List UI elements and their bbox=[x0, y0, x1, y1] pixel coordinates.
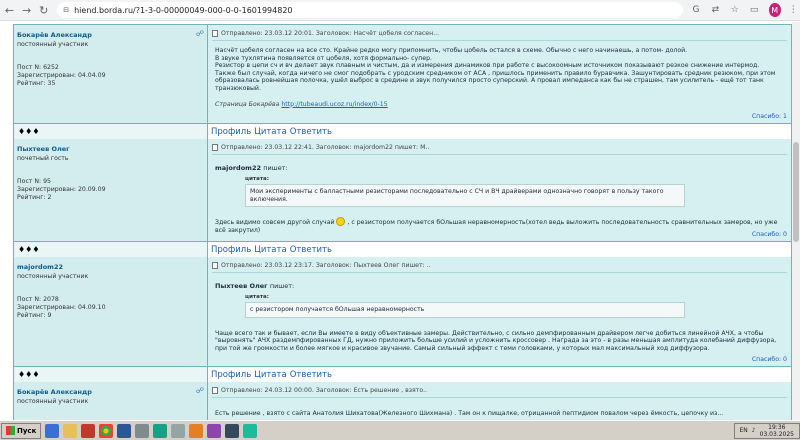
quote-author bbox=[215, 165, 787, 173]
site-info-icon[interactable]: ⊟ bbox=[63, 6, 70, 14]
bookmark-star-icon[interactable]: ☆ bbox=[730, 5, 739, 15]
url-text: hiend.borda.ru/?1-3-0-00000049-000-0-0-1601994820 bbox=[74, 5, 293, 15]
clock-date: 03.03.2025 bbox=[759, 430, 794, 438]
document-icon bbox=[212, 387, 218, 394]
back-icon[interactable]: ← bbox=[4, 3, 15, 17]
rating: Рейтинг: 9 bbox=[17, 312, 52, 319]
app-icon[interactable] bbox=[207, 424, 221, 438]
registered-date: Зарегистрирован: 20.09.09 bbox=[17, 186, 106, 193]
post-author-panel bbox=[14, 25, 208, 123]
scrollbar-thumb[interactable] bbox=[793, 142, 799, 242]
post-marker: ♦♦♦ bbox=[14, 242, 208, 257]
clock[interactable] bbox=[760, 424, 794, 438]
post-actions-row bbox=[13, 124, 792, 139]
post bbox=[13, 257, 792, 367]
post-actions bbox=[208, 124, 791, 139]
post-header-text: Отправлено: 23.03.12 22:41. Заголовок: majordom22 пишет: М.. bbox=[221, 144, 430, 151]
ie-icon[interactable] bbox=[45, 424, 59, 438]
forward-icon[interactable]: → bbox=[22, 3, 32, 17]
translate-icon[interactable]: ⇄ bbox=[711, 5, 720, 15]
quote-says: пишет: bbox=[263, 164, 288, 172]
google-icon[interactable]: G bbox=[692, 5, 700, 15]
document-icon bbox=[212, 262, 218, 269]
registered-date: Зарегистрирован: 04.09.10 bbox=[17, 304, 106, 311]
page-viewport bbox=[0, 22, 800, 420]
post-text: Резистор в цепи сч и вч делает звук плавным и чистым, да и измерения динамиков при работе с высокоомным источником показывают резкое снижение интермод. bbox=[215, 62, 760, 70]
signature-label: Страница Бокарёва bbox=[215, 100, 280, 108]
signature-link[interactable]: http://tubeaudi.ucoz.ru/index/0-15 bbox=[281, 100, 388, 108]
post-body bbox=[212, 41, 787, 108]
registered-date: Зарегистрирован: 04.04.09 bbox=[17, 72, 106, 79]
post-count: Пост N: 6252 bbox=[17, 64, 59, 71]
post-author-panel bbox=[14, 382, 208, 420]
sidebar-icon[interactable]: ▭ bbox=[749, 5, 759, 15]
quote-box: Мои эксперименты с балластными резисторами последовательно с СЧ и ВЧ драйверами однозначно говорят в пользу такого включения. bbox=[245, 184, 685, 207]
quote-label: цитата: bbox=[245, 293, 269, 300]
post-body bbox=[212, 273, 787, 353]
firefox-icon[interactable] bbox=[189, 424, 203, 438]
profile-avatar[interactable]: M bbox=[769, 3, 781, 17]
post-body bbox=[212, 155, 787, 235]
author-rank: постоянный участник bbox=[17, 398, 89, 405]
post-text-part: Здесь видимо совсем другой случай bbox=[215, 219, 335, 227]
author-rank: постоянный участник bbox=[17, 273, 89, 280]
post-content bbox=[208, 382, 791, 420]
rating: Рейтинг: 35 bbox=[17, 80, 56, 87]
link-icon[interactable]: ☍ bbox=[195, 29, 204, 38]
menu-icon[interactable]: ⋮ bbox=[788, 5, 798, 15]
post-text: Есть решение , взято с сайта Анатолия Шихатова(Железного Шихмана) . Там он к пищалке, отрицанной пептидиом повалом через ёмкость, цепочку из... bbox=[215, 410, 724, 417]
clock-time: 19:36 bbox=[768, 423, 786, 431]
windows-logo-icon bbox=[6, 426, 15, 435]
browser-toolbar bbox=[0, 0, 800, 21]
reply-button[interactable]: Ответить bbox=[289, 126, 333, 137]
save-icon[interactable] bbox=[117, 424, 131, 438]
language-indicator[interactable]: EN bbox=[739, 427, 748, 434]
start-button[interactable] bbox=[1, 423, 41, 439]
post-header bbox=[212, 30, 787, 41]
reply-button[interactable]: Ответить bbox=[289, 369, 333, 380]
speaker-icon[interactable]: ♪ bbox=[751, 427, 756, 434]
post-actions-row bbox=[13, 367, 792, 382]
reply-button[interactable]: Ответить bbox=[289, 244, 333, 255]
post-text: Чаще всего так и бывает, если Вы имеете в виду объективные замеры. Действительно, с сильно демпфированным драйвером легче добиться линейной АЧХ, а чтобы "выровнять" АЧХ раздемпфированных ГД, нужно приложить больше усилий и усложнить кроссовер . Награда за это - в разы меньшая амплитуда колебаний диффузора, при той же громкости и более мягкое и красивое звучание. Самый сильный эффект с теми головками, у которых мал максимальный ход диффузора. bbox=[215, 329, 777, 352]
post-text-part: , с резистором получается бОльшая неравномерность(хотел ведь выложить последовательность сравнительных замеров, но уже всё закрутил) bbox=[215, 219, 778, 234]
post-content bbox=[208, 257, 791, 366]
author-name[interactable]: Пыхтеев Олег bbox=[17, 145, 70, 153]
author-name[interactable]: Бокарёв Александр bbox=[17, 388, 92, 396]
start-label: Пуск bbox=[17, 426, 37, 435]
post-actions bbox=[208, 367, 791, 382]
rating: Рейтинг: 2 bbox=[17, 194, 52, 201]
post bbox=[13, 139, 792, 242]
system-tray bbox=[734, 423, 800, 439]
post-text: Насчёт цобеля согласен на все сто. Крайне редко могу припомнить, чтобы цобель остался в схеме. Обычно с него начинаешь, а потом- долой. bbox=[215, 47, 688, 54]
explorer-icon[interactable] bbox=[63, 424, 77, 438]
post bbox=[13, 382, 792, 420]
author-stats bbox=[17, 64, 204, 88]
quote-button[interactable]: Цитата bbox=[254, 126, 287, 137]
link-icon[interactable]: ☍ bbox=[195, 386, 204, 395]
post-text: В звуке тухлятина появляется от цобеля, хотя формально- супер. bbox=[215, 54, 432, 62]
thanks-link[interactable]: Спасибо: 0 bbox=[751, 356, 787, 363]
post-marker: ♦♦♦ bbox=[14, 124, 208, 139]
signature bbox=[215, 101, 787, 109]
smiley-icon bbox=[336, 217, 345, 226]
chrome-icon[interactable] bbox=[99, 424, 113, 438]
post-body bbox=[212, 398, 787, 418]
post bbox=[13, 24, 792, 124]
post-count: Пост N: 95 bbox=[17, 178, 51, 185]
profile-button[interactable]: Профиль bbox=[211, 244, 252, 255]
document-icon bbox=[212, 30, 218, 37]
author-name[interactable]: Бокарёв Александр bbox=[17, 31, 92, 39]
reload-icon[interactable]: ↻ bbox=[39, 3, 49, 17]
profile-button[interactable]: Профиль bbox=[211, 126, 252, 137]
post-marker: ♦♦♦ bbox=[14, 367, 208, 382]
post-header bbox=[212, 387, 787, 398]
app-icon[interactable] bbox=[153, 424, 167, 438]
forum-thread bbox=[13, 24, 792, 420]
page-scrollbar[interactable] bbox=[792, 22, 800, 420]
post-count: Пост N: 2078 bbox=[17, 296, 59, 303]
post-header-text: Отправлено: 23.03.12 23:17. Заголовок: Пыхтеев Олег пишет: .. bbox=[221, 262, 431, 269]
quote-box: с резистором получается бОльшая неравномерность bbox=[245, 302, 685, 318]
quote-button[interactable]: Цитата bbox=[254, 244, 287, 255]
post-header-text: Отправлено: 24.03.12 00:00. Заголовок: Есть решение , взято.. bbox=[221, 387, 428, 394]
author-name[interactable]: majordom22 bbox=[17, 263, 63, 271]
quote-label: цитата: bbox=[245, 175, 269, 182]
quote-button[interactable]: Цитата bbox=[254, 369, 287, 380]
post-text: Также был случай, когда ничего не смог подобрать с уродским средником от АСА , пришлось применить правило буравчика. Зашунтировать средник резюком, при этом образовалась ровнейшая полочка, ушёл выброс в средине и звук получился просто суперский. А провал импеданса как бы не страшен, там усилитель - ещё тот танк транзюковый. bbox=[215, 69, 776, 92]
post-header bbox=[212, 144, 787, 155]
post-actions-row bbox=[13, 242, 792, 257]
post-actions bbox=[208, 242, 791, 257]
post-content bbox=[208, 139, 791, 241]
author-stats bbox=[17, 296, 204, 320]
profile-button[interactable]: Профиль bbox=[211, 369, 252, 380]
monitor-icon[interactable] bbox=[135, 424, 149, 438]
app-icon[interactable] bbox=[171, 424, 185, 438]
taskbar bbox=[0, 420, 800, 440]
author-rank: почетный гость bbox=[17, 155, 69, 162]
post-header-text: Отправлено: 23.03.12 20:01. Заголовок: Насчёт цобеля согласен... bbox=[221, 30, 440, 37]
post-header bbox=[212, 262, 787, 273]
address-bar[interactable] bbox=[57, 2, 683, 18]
quote-author bbox=[215, 283, 787, 291]
document-icon bbox=[212, 144, 218, 151]
author-stats bbox=[17, 178, 204, 202]
quote-author-name: majordom22 bbox=[215, 164, 261, 172]
quote-author-name: Пыхтеев Олег bbox=[215, 282, 268, 290]
post-content bbox=[208, 25, 791, 123]
author-rank: постоянный участник bbox=[17, 41, 89, 48]
app-icon[interactable] bbox=[243, 424, 257, 438]
post-author-panel bbox=[14, 257, 208, 366]
thanks-link[interactable]: Спасибо: 1 bbox=[751, 113, 787, 120]
post-text bbox=[215, 217, 787, 234]
post-author-panel bbox=[14, 139, 208, 241]
app-icon[interactable] bbox=[225, 424, 239, 438]
thanks-link[interactable]: Спасибо: 0 bbox=[751, 231, 787, 238]
quote-says: пишет: bbox=[269, 282, 295, 290]
media-icon[interactable] bbox=[81, 424, 95, 438]
